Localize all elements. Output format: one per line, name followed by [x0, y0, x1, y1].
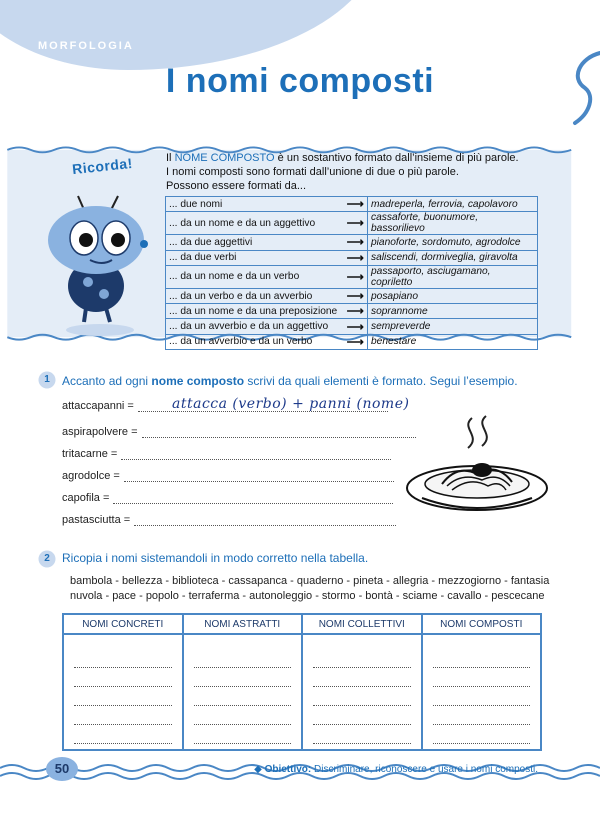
rule-left: ... due nomi — [166, 197, 344, 212]
rule-examples: cassaforte, buonumore, bassorilievo — [368, 212, 538, 235]
intro-text: è un sostantivo formato dall’insieme di più parole. — [274, 152, 519, 164]
column-header: NOMI CONCRETI — [63, 614, 183, 634]
instruction-text: Accanto ad ogni — [62, 374, 152, 388]
answer-line[interactable] — [62, 470, 394, 482]
rule-examples: benestare — [368, 334, 538, 349]
rule-left: ... da due verbi — [166, 250, 344, 265]
section-label: MORFOLOGIA — [38, 40, 134, 52]
rule-examples: passaporto, asciugamano, copriletto — [368, 265, 538, 288]
table-row — [166, 212, 538, 235]
arrow-icon: ⟶ — [344, 235, 368, 250]
rule-left: ... da un avverbio e da un aggettivo — [166, 319, 344, 334]
rule-left: ... da un nome e da un aggettivo — [166, 212, 344, 235]
rule-left: ... da un nome e da una preposizione — [166, 304, 344, 319]
exercise-1-number — [38, 371, 56, 389]
table-row — [63, 634, 541, 750]
word-list-line: nuvola - pace - popolo - terraferma - autonoleggio - stormo - bontà - sciame - cavallo - pescecane — [70, 590, 545, 602]
rule-left: ... da due aggettivi — [166, 235, 344, 250]
intro-line — [166, 165, 519, 179]
arrow-icon: ⟶ — [344, 250, 368, 265]
intro-line — [166, 179, 519, 193]
page-number-text: 50 — [54, 761, 70, 776]
answer-line[interactable] — [62, 426, 416, 438]
recall-intro — [166, 151, 519, 193]
column-header: NOMI COMPOSTI — [422, 614, 542, 634]
header-shape — [0, 0, 380, 70]
spaghetti-plate-icon — [402, 414, 552, 518]
page-title: I nomi composti — [165, 62, 435, 100]
instruction-bold: nome composto — [151, 374, 245, 388]
compound-word: tritacarne = — [62, 448, 118, 460]
exercise-2-number — [38, 550, 56, 568]
answer-cell[interactable] — [183, 634, 303, 750]
recall-badge: Ricorda! — [71, 154, 134, 178]
intro-text: Possono essere formati da... — [166, 180, 307, 192]
exercise-2-instruction: Ricopia i nomi sistemandoli in modo corretto nella tabella. — [62, 551, 369, 565]
table-row — [166, 304, 538, 319]
arrow-icon: ⟶ — [344, 319, 368, 334]
classification-table — [62, 613, 542, 751]
compound-word: aspirapolvere = — [62, 426, 138, 438]
column-header: NOMI COLLETTIVI — [302, 614, 422, 634]
exercise-number-text: 2 — [44, 553, 50, 564]
compound-word: attaccapanni = — [62, 400, 134, 412]
rule-left: ... da un nome e da un verbo — [166, 265, 344, 288]
answer-cell[interactable] — [63, 634, 183, 750]
compound-word: pastasciutta = — [62, 514, 131, 526]
rule-left: ... da un avverbio e da un verbo — [166, 334, 344, 349]
table-row — [166, 288, 538, 303]
intro-line — [166, 151, 519, 165]
rule-examples: posapiano — [368, 288, 538, 303]
answer-cell[interactable] — [422, 634, 542, 750]
column-header: NOMI ASTRATTI — [183, 614, 303, 634]
exercise-1-instruction — [62, 374, 518, 388]
objective-label: Obiettivo: — [264, 764, 312, 775]
bug-mascot-icon — [40, 190, 160, 340]
arrow-icon: ⟶ — [344, 212, 368, 235]
table-header-row — [63, 614, 541, 634]
objective-text: Discriminare, riconoscere e usare i nomi composti. — [314, 764, 538, 775]
page-number — [45, 756, 79, 782]
arrow-icon: ⟶ — [344, 288, 368, 303]
exercise-number-text: 1 — [44, 374, 50, 385]
rule-examples: saliscendi, dormiveglia, giravolta — [368, 250, 538, 265]
rule-left: ... da un verbo e da un avverbio — [166, 288, 344, 303]
intro-text: Il — [166, 152, 175, 164]
compound-word: capofila = — [62, 492, 110, 504]
arrow-icon: ⟶ — [344, 265, 368, 288]
arrow-icon: ⟶ — [344, 334, 368, 349]
objective-note: ◆ Obiettivo: Discriminare, riconoscere e usare i nomi composti. — [254, 764, 538, 775]
rule-examples: sempreverde — [368, 319, 538, 334]
intro-highlight: NOME COMPOSTO — [174, 152, 275, 164]
answer-line[interactable] — [62, 448, 391, 460]
example-answer: attacca (verbo) + panni (nome) — [172, 396, 410, 412]
answer-cell[interactable] — [302, 634, 422, 750]
answer-line[interactable] — [62, 492, 393, 504]
table-row — [166, 319, 538, 334]
formation-table — [165, 196, 538, 350]
instruction-text: scrivi da quali elementi è formato. Segui l’esempio. — [244, 374, 518, 388]
rule-examples: soprannome — [368, 304, 538, 319]
arrow-icon: ⟶ — [344, 304, 368, 319]
rule-examples: madreperla, ferrovia, capolavoro — [368, 197, 538, 212]
word-list-line: bambola - bellezza - biblioteca - cassapanca - quaderno - pineta - allegria - mezzogiorno - fantasia — [70, 575, 550, 587]
compound-word: agrodolce = — [62, 470, 120, 482]
table-row — [166, 235, 538, 250]
swirl-decoration-icon — [560, 48, 600, 128]
table-row — [166, 265, 538, 288]
rule-examples: pianoforte, sordomuto, agrodolce — [368, 235, 538, 250]
table-row — [166, 250, 538, 265]
table-row — [166, 334, 538, 349]
arrow-icon: ⟶ — [344, 197, 368, 212]
intro-text: I nomi composti sono formati dall’unione di due o più parole. — [166, 166, 459, 178]
answer-line[interactable] — [62, 514, 396, 526]
table-row — [166, 197, 538, 212]
